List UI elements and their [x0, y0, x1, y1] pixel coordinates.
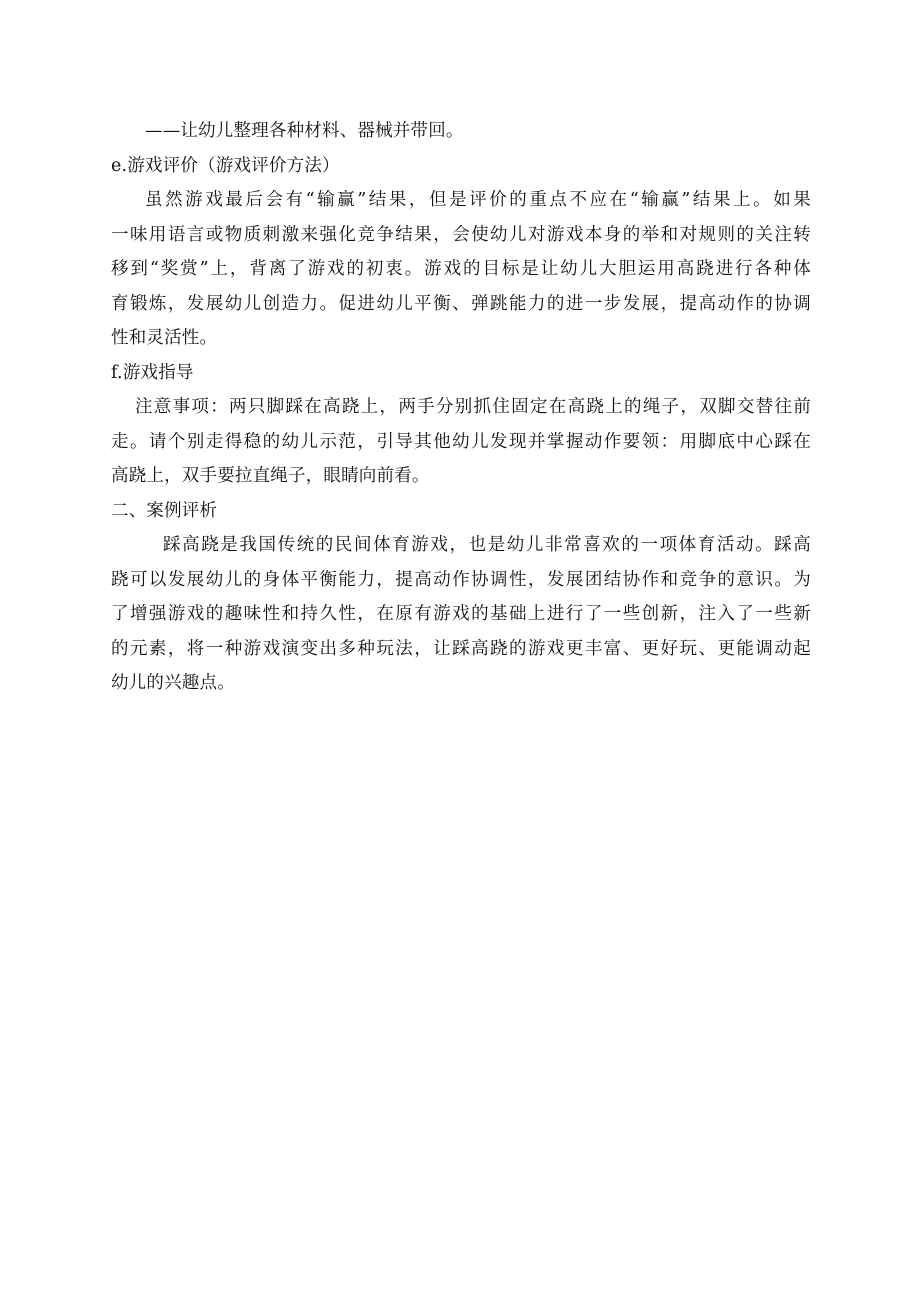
- paragraph-line: 踩高跷是我国传统的民间体育游戏，也是幼儿非常喜欢的一项体育活动。踩高: [163, 535, 811, 555]
- paragraph-line: 育锻炼，发展幼儿创造力。促进幼儿平衡、弹跳能力的进一步发展，提高动作的协调: [111, 293, 811, 314]
- section-heading-case-analysis: 二、案例评析: [111, 500, 218, 521]
- paragraph-line: 移到“奖赏”上，背离了游戏的初衷。游戏的目标是让幼儿大胆运用高跷进行各种体: [111, 259, 811, 279]
- section-heading-guidance: f.游戏指导: [111, 362, 194, 383]
- paragraph-line: 一味用语言或物质刺激来强化竞争结果，会使幼儿对游戏本身的举和对规则的关注转: [111, 224, 811, 245]
- paragraph-line: 走。请个别走得稳的幼儿示范，引导其他幼儿发现并掌握动作要领：用脚底中心踩在: [111, 431, 811, 452]
- paragraph-line: 注意事项：两只脚踩在高跷上，两手分别抓住固定在高跷上的绳子，双脚交替往前: [135, 397, 811, 417]
- paragraph-line: 高跷上，双手要拉直绳子，眼睛向前看。: [111, 466, 430, 486]
- paragraph-line: 虽然游戏最后会有“输赢”结果，但是评价的重点不应在“输赢”结果上。如果: [145, 190, 811, 210]
- section-heading-evaluation: e.游戏评价（游戏评价方法）: [111, 155, 340, 176]
- paragraph-line: 了增强游戏的趣味性和持久性，在原有游戏的基础上进行了一些创新，注入了一些新: [111, 604, 811, 624]
- paragraph-line: 幼儿的兴趣点。: [111, 673, 235, 693]
- paragraph-line: 性和灵活性。: [111, 328, 218, 348]
- document-body: [111, 114, 811, 701]
- paragraph-line: 跷可以发展幼儿的身体平衡能力，提高动作协调性，发展团结协作和竞争的意识。为: [111, 569, 811, 590]
- instruction-line: ——让幼儿整理各种材料、器械并带回。: [145, 121, 464, 141]
- paragraph-line: 的元素，将一种游戏演变出多种玩法，让踩高跷的游戏更丰富、更好玩、更能调动起: [111, 638, 811, 659]
